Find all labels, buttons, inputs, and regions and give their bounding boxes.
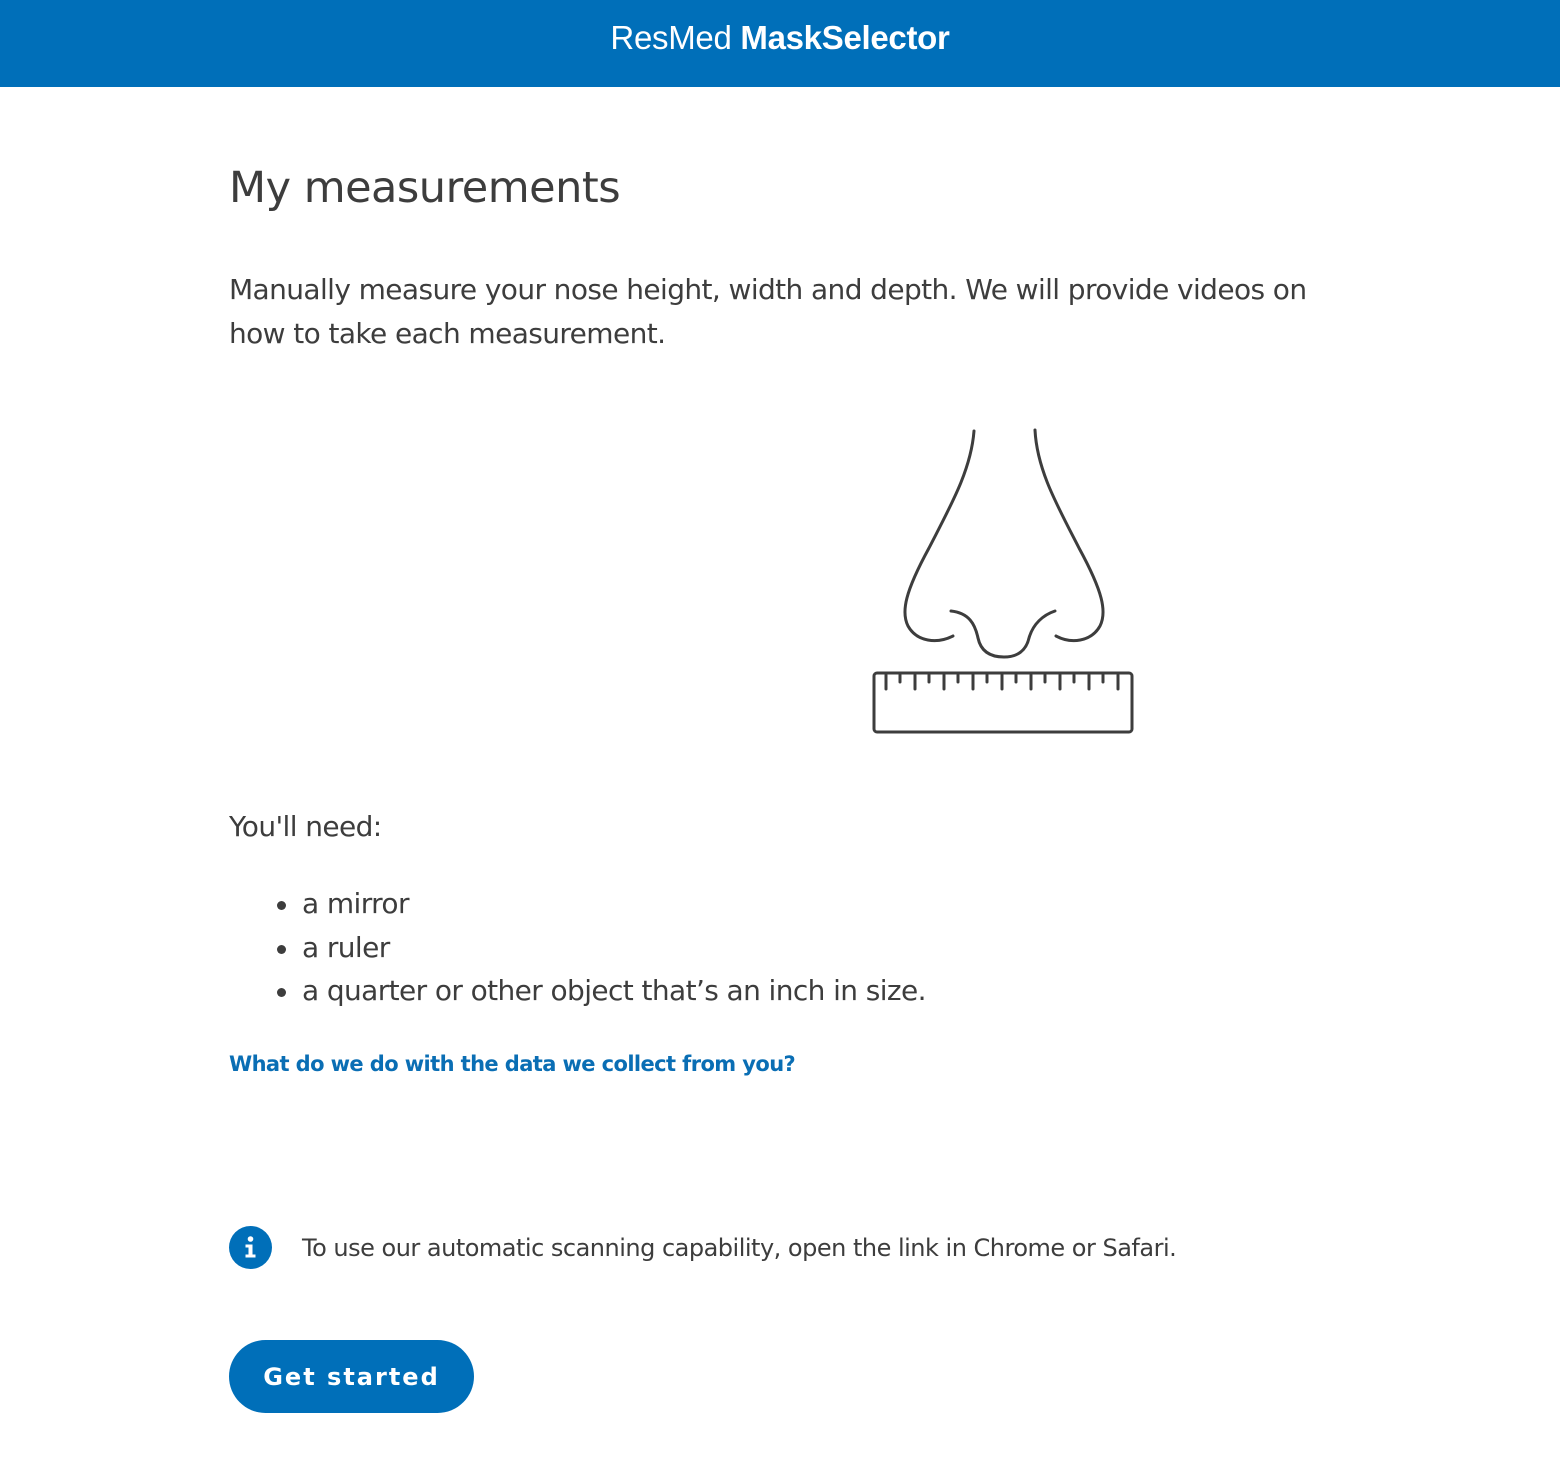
page-title: My measurements bbox=[229, 163, 621, 213]
top-bar bbox=[0, 0, 1560, 87]
requirements-title: You'll need: bbox=[229, 810, 382, 843]
privacy-data-link[interactable]: What do we do with the data we collect from you? bbox=[229, 1052, 796, 1076]
nose-with-ruler-illustration bbox=[869, 425, 1139, 737]
info-icon bbox=[229, 1226, 272, 1269]
bullet-icon bbox=[277, 945, 286, 954]
brand-name-light: ResMed bbox=[610, 18, 732, 56]
list-item bbox=[229, 926, 926, 970]
get-started-button[interactable]: Get started bbox=[229, 1340, 474, 1413]
list-item bbox=[229, 882, 926, 926]
brand-logo bbox=[610, 19, 949, 57]
info-notice-text: To use our automatic scanning capability, open the link in Chrome or Safari. bbox=[302, 1233, 1177, 1262]
intro-text: Manually measure your nose height, width and depth. We will provide videos on how to take each measurement. bbox=[229, 273, 1307, 350]
list-item-label: a ruler bbox=[302, 930, 390, 964]
bullet-icon bbox=[277, 901, 286, 910]
info-notice bbox=[229, 1226, 1176, 1269]
list-item bbox=[229, 969, 926, 1013]
list-item-label: a quarter or other object that’s an inch in size. bbox=[302, 974, 926, 1007]
brand-name-bold: MaskSelector bbox=[740, 18, 950, 56]
bullet-icon bbox=[277, 988, 286, 997]
list-item-label: a mirror bbox=[302, 887, 409, 920]
requirements-list bbox=[229, 882, 926, 1013]
